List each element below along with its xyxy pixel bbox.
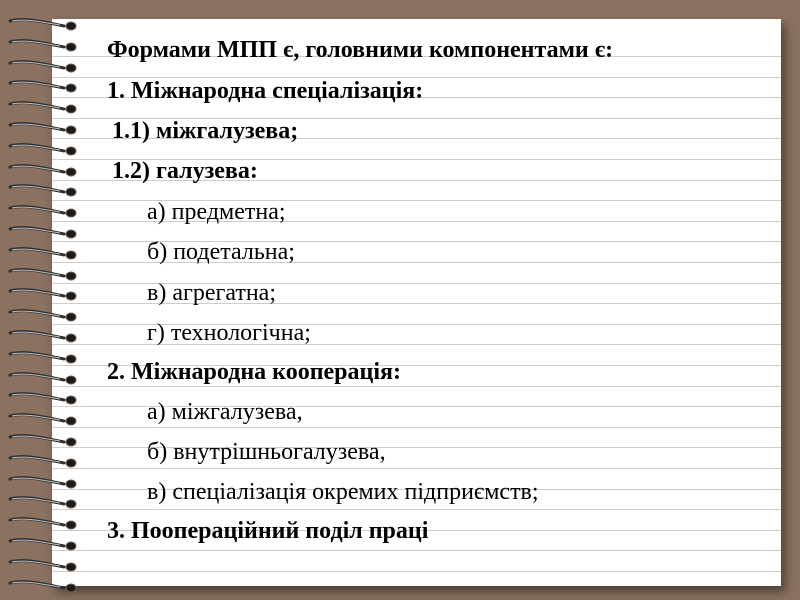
spiral-ring-icon — [8, 580, 78, 594]
spiral-ring-icon — [8, 517, 78, 531]
ruled-line — [52, 386, 781, 387]
item-intersectoral-specialization: 1.1) міжгалузева; — [112, 118, 299, 144]
spiral-ring-icon — [8, 434, 78, 448]
spiral-ring-icon — [8, 60, 78, 74]
spiral-ring-icon — [8, 351, 78, 365]
spiral-ring-icon — [8, 18, 78, 32]
spiral-ring-icon — [8, 184, 78, 198]
item-operational-division: 3. Поопераційний поділ праці — [107, 518, 429, 544]
spiral-ring-icon — [8, 309, 78, 323]
item-international-specialization: 1. Міжнародна спеціалізація: — [107, 78, 424, 104]
item-intersectoral-cooperation: а) міжгалузева, — [147, 399, 303, 425]
spiral-ring-icon — [8, 268, 78, 282]
item-aggregate-specialization: в) агрегатна; — [147, 280, 276, 306]
ruled-line — [52, 468, 781, 469]
spiral-ring-icon — [8, 455, 78, 469]
spiral-ring-icon — [8, 559, 78, 573]
item-sectoral-specialization: 1.2) галузева: — [112, 158, 258, 184]
spiral-ring-icon — [8, 330, 78, 344]
item-technological-specialization: г) технологічна; — [147, 320, 311, 346]
spiral-ring-icon — [8, 226, 78, 240]
spiral-ring-icon — [8, 288, 78, 302]
spiral-ring-icon — [8, 247, 78, 261]
ruled-line — [52, 509, 781, 510]
spiral-ring-icon — [8, 164, 78, 178]
spiral-ring-icon — [8, 496, 78, 510]
slide-title: Формами МПП є, головними компонентами є: — [107, 37, 614, 63]
ruled-line — [52, 550, 781, 551]
ruled-line — [52, 571, 781, 572]
spiral-ring-icon — [8, 122, 78, 136]
spiral-ring-icon — [8, 143, 78, 157]
item-international-cooperation: 2. Міжнародна кооперація: — [107, 359, 401, 385]
item-subject-specialization: а) предметна; — [147, 199, 286, 225]
spiral-ring-icon — [8, 80, 78, 94]
spiral-ring-icon — [8, 372, 78, 386]
item-intrasectoral-cooperation: б) внутрішньогалузева, — [147, 439, 386, 465]
item-enterprise-specialization: в) спеціалізація окремих підприємств; — [147, 479, 539, 505]
spiral-ring-icon — [8, 101, 78, 115]
ruled-line — [52, 427, 781, 428]
spiral-binding-icon — [0, 0, 110, 600]
spiral-ring-icon — [8, 205, 78, 219]
spiral-ring-icon — [8, 476, 78, 490]
spiral-ring-icon — [8, 39, 78, 53]
item-detail-specialization: б) подетальна; — [147, 239, 295, 265]
spiral-ring-icon — [8, 413, 78, 427]
spiral-ring-icon — [8, 538, 78, 552]
spiral-ring-icon — [8, 392, 78, 406]
